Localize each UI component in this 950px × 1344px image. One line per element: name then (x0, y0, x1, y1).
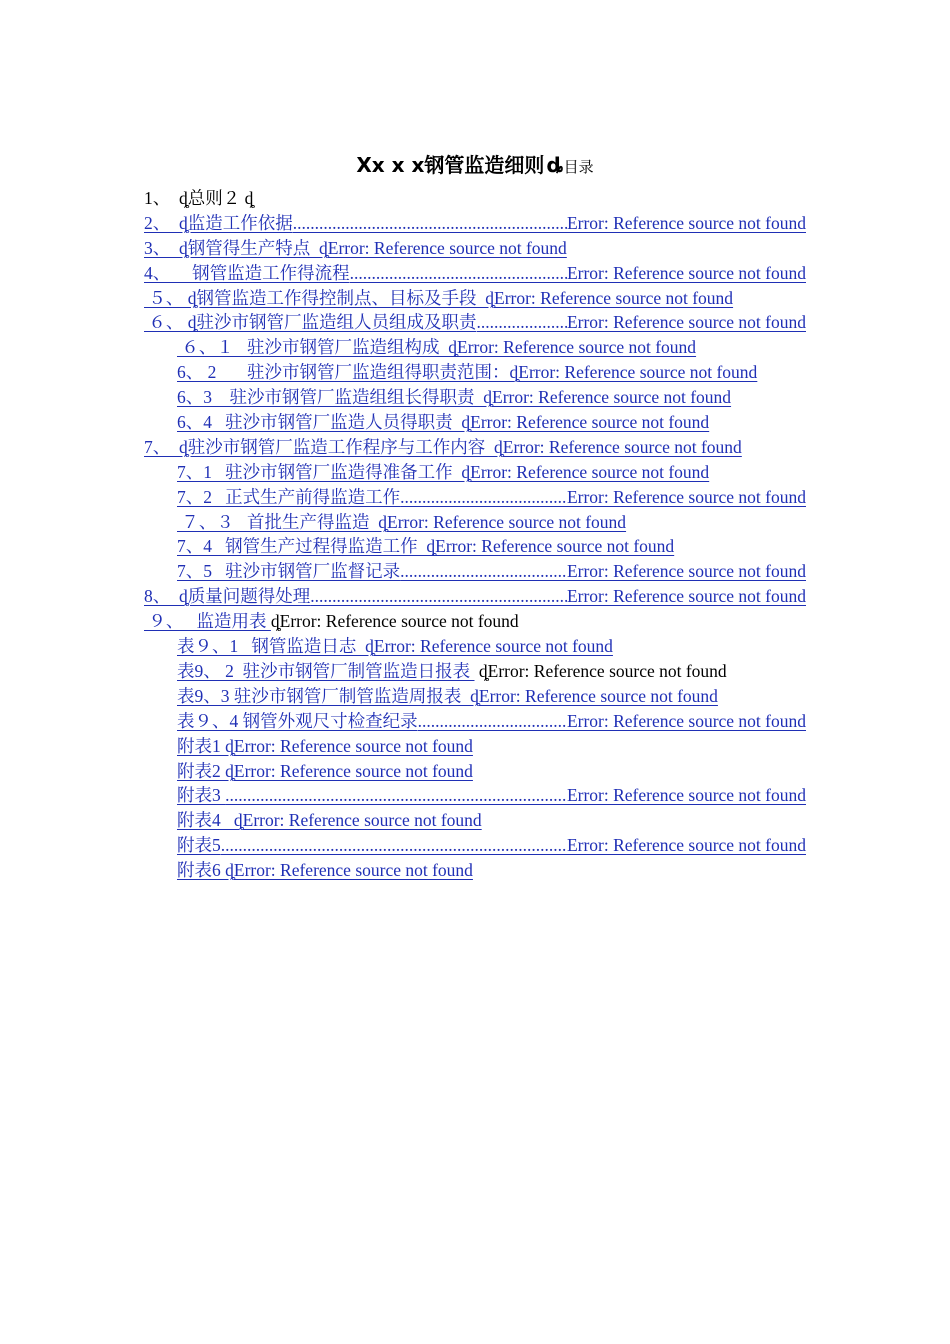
toc-entry[interactable] (144, 584, 806, 609)
toc-entry[interactable] (144, 261, 806, 286)
toc-link[interactable] (177, 485, 806, 510)
toc-link[interactable] (177, 761, 473, 781)
toc-entry-page-ref: Error: Reference source not found (470, 461, 710, 482)
toc-entry-label: 表9、 2 驻沙市钢管厂制管监造日报表 (177, 660, 475, 681)
toc-link[interactable] (177, 783, 806, 808)
title-mark-glyph: ȡ (546, 153, 564, 177)
toc-entry[interactable] (144, 335, 806, 360)
toc-heading: 目录 (563, 158, 594, 176)
toc-entry-page-ref: Error: Reference source not found (566, 785, 806, 806)
toc-entry-label: 附表5 (177, 835, 221, 856)
dot-leader (400, 485, 567, 510)
toc-entry-label: 7、5 驻沙市钢管厂监督记录 (177, 561, 401, 582)
toc-entry-page-ref: Error: Reference source not found (373, 636, 613, 657)
toc-entry-label: 6、3 驻沙市钢管厂监造组组长得职责 ȡ (177, 387, 492, 408)
toc-entry[interactable] (144, 236, 806, 261)
toc-link[interactable] (177, 412, 709, 432)
toc-entry-label: 表9、3 驻沙市钢管厂制管监造周报表 ȡ (177, 685, 479, 706)
toc-entry-label: 4、 钢管监造工作得流程 (144, 262, 350, 283)
toc-entry[interactable] (144, 485, 806, 510)
toc-entry-page-ref: Error: Reference source not found (566, 312, 806, 333)
toc-entry[interactable] (144, 534, 806, 559)
toc-link[interactable] (177, 512, 626, 532)
document-title-row (0, 151, 950, 182)
toc-entry-label: ５、 ȡ钢管监造工作得控制点、目标及手段 ȡ (144, 287, 494, 308)
toc-entry-label: 附表6 ȡ (177, 860, 234, 881)
toc-entry-page-ref: Error: Reference source not found (233, 735, 473, 756)
toc-entry-page-ref: Error: Reference source not found (494, 287, 734, 308)
toc-link[interactable] (177, 709, 806, 734)
toc-entry-page-ref: Error: Reference source not found (566, 561, 806, 582)
toc-link[interactable] (144, 584, 806, 609)
dot-leader (225, 783, 567, 808)
toc-entry-label: ６、１ 驻沙市钢管厂监造组构成 ȡ (177, 337, 457, 358)
toc-entry-page-ref: Error: Reference source not found (566, 710, 806, 731)
toc-entry-label: 3、 ȡ钢管得生产特点 ȡ (144, 237, 328, 258)
dot-leader (418, 709, 567, 734)
toc-entry-page-ref: Error: Reference source not found (566, 486, 806, 507)
toc-entry[interactable] (144, 709, 806, 734)
toc-link[interactable] (144, 437, 742, 457)
toc-entry-label: 表９、4 钢管外观尺寸检查纪录 (177, 710, 418, 731)
toc-entry-label: 附表2 ȡ (177, 760, 234, 781)
toc-entry[interactable] (144, 310, 806, 335)
toc-entry[interactable] (144, 734, 806, 759)
toc-entry-label: 6、 2 驻沙市钢管厂监造组得职责范围：ȡ (177, 362, 519, 383)
toc-entry-page-ref: Error: Reference source not found (566, 262, 806, 283)
toc-entry-label: 7、1 驻沙市钢管厂监造得准备工作 ȡ (177, 461, 471, 482)
toc-entry-page-ref: Error: Reference source not found (566, 835, 806, 856)
dot-leader (310, 584, 567, 609)
toc-entry[interactable] (144, 783, 806, 808)
toc-entry[interactable] (144, 659, 806, 684)
toc-entry-page-ref: Error: Reference source not found (457, 337, 697, 358)
toc-entry[interactable] (144, 559, 806, 584)
toc-entry[interactable] (144, 460, 806, 485)
toc-entry-label: ６、 ȡ驻沙市钢管厂监造组人员组成及职责 (144, 312, 477, 333)
toc-link[interactable] (177, 686, 718, 706)
toc-entry-label: 8、 ȡ质量问题得处理 (144, 586, 311, 607)
toc-link[interactable] (177, 833, 806, 858)
toc-entry-page-ref: Error: Reference source not found (566, 586, 806, 607)
toc-link[interactable] (177, 636, 613, 656)
dot-leader (221, 833, 567, 858)
document-title: Xx x x钢管监造细则 (356, 153, 545, 177)
table-of-contents (144, 186, 806, 883)
toc-link[interactable] (177, 810, 482, 830)
toc-entry-label: 7、2 正式生产前得监造工作 (177, 486, 401, 507)
toc-entry[interactable] (144, 286, 806, 311)
toc-link[interactable] (144, 238, 567, 258)
toc-entry[interactable] (144, 684, 806, 709)
toc-entry-page-ref: Error: Reference source not found (435, 536, 675, 557)
toc-entry-label: 附表3 (177, 785, 226, 806)
toc-entry-label: ９、 监造用表 (144, 611, 271, 632)
toc-entry-page-ref: Error: Reference source not found (518, 362, 758, 383)
toc-entry[interactable] (144, 609, 806, 634)
toc-entry-page-ref: Error: Reference source not found (233, 760, 473, 781)
toc-entry-page-ref: Error: Reference source not found (566, 212, 806, 233)
toc-link[interactable] (177, 536, 674, 556)
dot-leader (350, 261, 567, 286)
toc-link[interactable] (144, 611, 271, 631)
toc-entry-page-ref: Error: Reference source not found (242, 810, 482, 831)
toc-entry[interactable] (144, 211, 806, 236)
toc-entry[interactable] (144, 385, 806, 410)
toc-entry-page-ref: ȡError: Reference source not found (474, 660, 727, 681)
toc-link[interactable] (144, 211, 806, 236)
toc-entry[interactable] (144, 858, 806, 883)
toc-link[interactable] (177, 362, 757, 382)
toc-entry-label: ７、３ 首批生产得监造 ȡ (177, 511, 387, 532)
toc-link[interactable] (144, 261, 806, 286)
toc-link[interactable] (177, 736, 473, 756)
toc-link[interactable] (177, 462, 709, 482)
toc-entry-label: 7、 ȡ驻沙市钢管厂监造工作程序与工作内容 ȡ (144, 436, 503, 457)
toc-entry-label: 7、4 钢管生产过程得监造工作 ȡ (177, 536, 436, 557)
toc-entry-page-ref: Error: Reference source not found (233, 860, 473, 881)
toc-entry[interactable] (144, 435, 806, 460)
toc-link[interactable] (144, 310, 806, 335)
toc-entry-page-ref: Error: Reference source not found (387, 511, 627, 532)
toc-entry[interactable] (144, 759, 806, 784)
dot-leader (400, 559, 567, 584)
toc-entry-label: 附表1 ȡ (177, 735, 234, 756)
toc-link[interactable] (177, 387, 731, 407)
toc-entry[interactable] (144, 634, 806, 659)
toc-entry-label: 表９、1 钢管监造日志 ȡ (177, 636, 374, 657)
toc-entry-label: 6、4 驻沙市钢管厂监造人员得职责 ȡ (177, 412, 471, 433)
dot-leader (477, 310, 567, 335)
toc-entry-page-ref: ȡError: Reference source not found (270, 611, 519, 632)
toc-link[interactable] (144, 288, 733, 308)
toc-entry[interactable] (144, 360, 806, 385)
toc-link[interactable] (177, 337, 696, 357)
toc-entry-label: 附表4 ȡ (177, 810, 243, 831)
toc-entry-page-ref: Error: Reference source not found (478, 685, 718, 706)
dot-leader (293, 211, 567, 236)
toc-link[interactable] (177, 661, 475, 681)
toc-entry-label: 2、 ȡ监造工作依据 (144, 212, 293, 233)
toc-entry[interactable] (144, 510, 806, 535)
toc-entry[interactable] (144, 833, 806, 858)
toc-entry-page-ref: Error: Reference source not found (492, 387, 732, 408)
toc-entry-page-ref: Error: Reference source not found (327, 237, 567, 258)
toc-entry-page-ref: Error: Reference source not found (502, 436, 742, 457)
toc-entry (144, 186, 806, 211)
toc-entry[interactable] (144, 410, 806, 435)
toc-entry-label: 1、 ȡ总则２ ȡ (144, 188, 254, 208)
toc-link[interactable] (177, 860, 473, 880)
toc-entry[interactable] (144, 808, 806, 833)
toc-entry-page-ref: Error: Reference source not found (470, 412, 710, 433)
toc-link[interactable] (177, 559, 806, 584)
